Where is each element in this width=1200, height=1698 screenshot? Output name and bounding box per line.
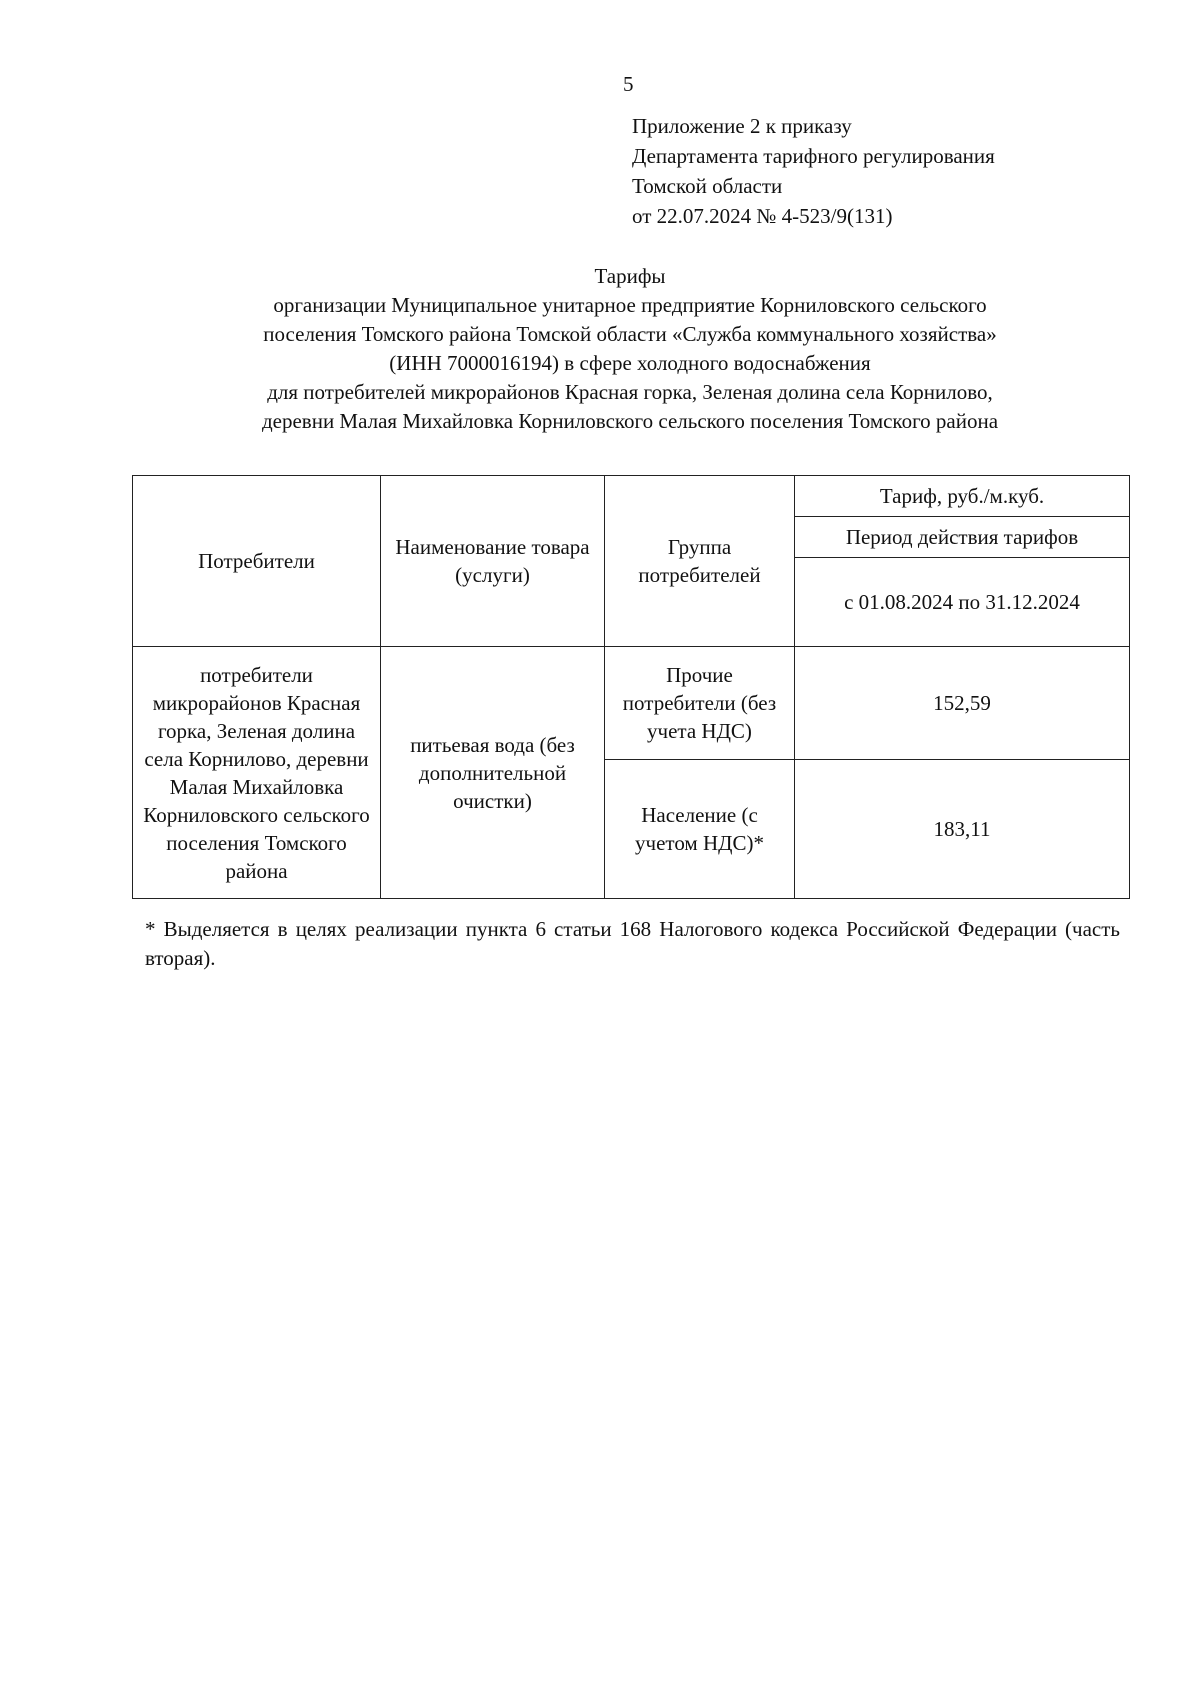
title-line: поселения Томского района Томской области «Служба коммунального хозяйства» [263,322,997,346]
footnote: * Выделяется в целях реализации пункта 6 статьи 168 Налогового кодекса Российской Федерации (часть вторая). [145,917,1120,970]
title-line: деревни Малая Михайловка Корниловского сельского поселения Томского района [261,409,999,433]
cell-consumers: потребители микрорайонов Красная горка, Зеленая долина села Корнилово, деревни Малая Михайловка Корниловского сельского поселения Томского района [133,647,381,899]
title-line: организации Муниципальное унитарное предприятие Корниловского сельского [273,293,987,317]
header-consumers: Потребители [133,476,381,647]
header-tariff: Тариф, руб./м.куб. [795,476,1130,517]
title-line: (ИНН 7000016194) в сфере холодного водоснабжения [389,351,871,375]
header-period: с 01.08.2024 по 31.12.2024 [795,558,1130,647]
header-group: Группа потребителей [605,476,795,647]
appendix-line: Приложение 2 к приказу [632,114,852,138]
page-number: 5 [623,72,634,96]
table-header-row [133,476,1130,517]
appendix-block [632,111,995,231]
appendix-line: Департамента тарифного регулирования [632,144,995,168]
cell-tariff-value: 183,11 [795,760,1130,899]
header-period-label: Период действия тарифов [795,517,1130,558]
tariff-table [132,475,1130,899]
cell-product: питьевая вода (без дополнительной очистки) [381,647,605,899]
document-title [110,262,1150,436]
table-row [133,647,1130,760]
appendix-line: Томской области [632,174,783,198]
header-product: Наименование товара (услуги) [381,476,605,647]
appendix-line: от 22.07.2024 № 4-523/9(131) [632,204,893,228]
cell-group: Население (с учетом НДС)* [605,760,795,899]
cell-group: Прочие потребители (без учета НДС) [605,647,795,760]
title-line: Тарифы [594,264,666,288]
title-line: для потребителей микрорайонов Красная горка, Зеленая долина села Корнилово, [267,380,993,404]
cell-tariff-value: 152,59 [795,647,1130,760]
